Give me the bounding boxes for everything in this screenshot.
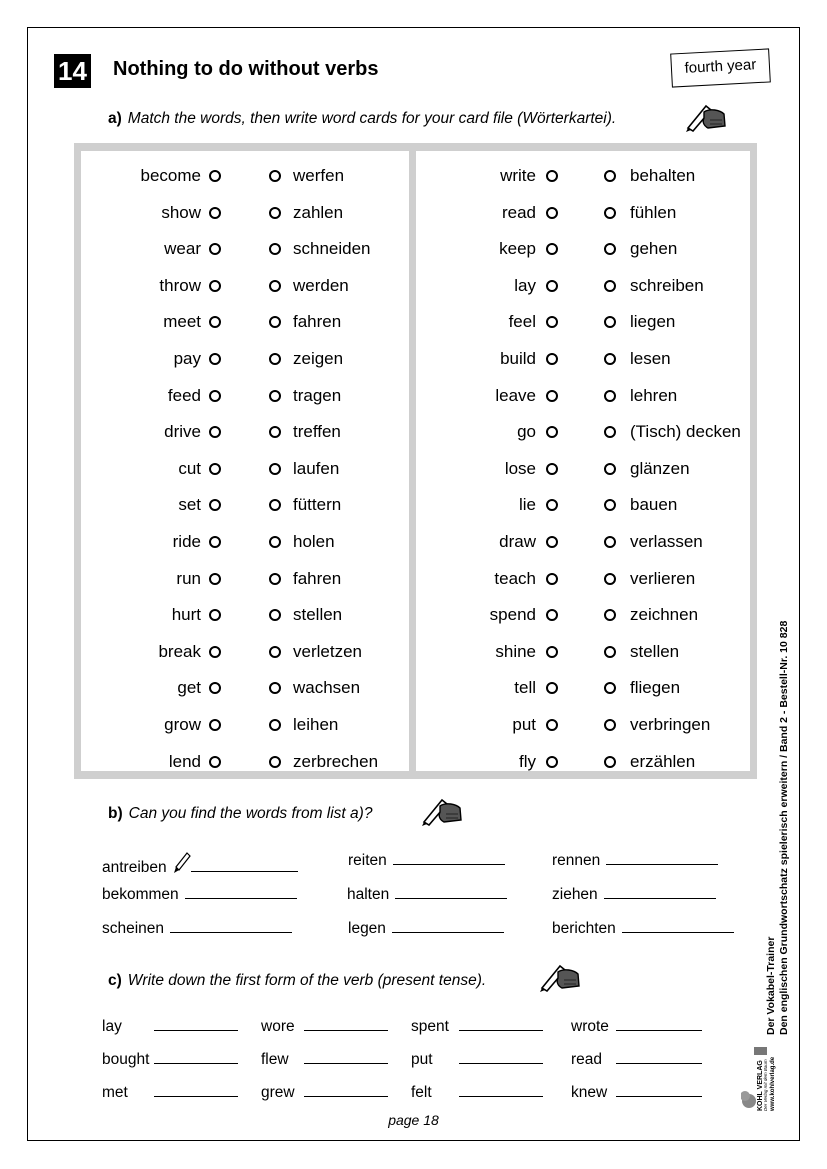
pencil-icon (173, 852, 191, 874)
answer-blank[interactable] (393, 864, 505, 865)
match-dot-german[interactable] (604, 499, 616, 511)
german-word: fahren (293, 568, 342, 588)
match-dot-english[interactable] (209, 756, 221, 768)
past-tense-verb: met (102, 1084, 128, 1101)
match-dot-german[interactable] (269, 756, 281, 768)
english-word: wear (164, 239, 201, 259)
match-dot-english[interactable] (546, 353, 558, 365)
match-row (416, 454, 750, 484)
match-row (81, 490, 409, 520)
match-dot-english[interactable] (546, 207, 558, 219)
german-word: verletzen (293, 641, 362, 661)
german-word: zerbrechen (293, 751, 379, 771)
answer-blank[interactable] (459, 1096, 543, 1097)
english-word: teach (494, 568, 536, 588)
german-word: füttern (293, 495, 342, 515)
answer-item (102, 886, 297, 904)
german-word: glänzen (630, 458, 690, 478)
match-row (81, 564, 409, 594)
german-word: treffen (293, 422, 341, 442)
verb-item (411, 1084, 543, 1102)
page-number: page 18 (388, 1112, 439, 1128)
past-tense-verb: put (411, 1051, 433, 1068)
match-dot-english[interactable] (209, 243, 221, 255)
match-dot-english[interactable] (546, 463, 558, 475)
prompt-word: halten (347, 886, 390, 903)
match-row (81, 381, 409, 411)
german-word: erzählen (630, 751, 696, 771)
match-dot-english[interactable] (546, 499, 558, 511)
instruction-a (108, 110, 616, 128)
match-row (81, 307, 409, 337)
match-row (81, 710, 409, 740)
match-dot-german[interactable] (604, 536, 616, 548)
english-word: become (140, 166, 201, 185)
answer-item (552, 920, 734, 938)
answer-blank[interactable] (392, 932, 504, 933)
verb-item (571, 1018, 702, 1036)
match-dot-english[interactable] (209, 316, 221, 328)
match-row (416, 600, 750, 630)
match-dot-german[interactable] (269, 463, 281, 475)
german-word: fühlen (630, 202, 677, 222)
match-dot-german[interactable] (604, 426, 616, 438)
german-word: schneiden (293, 239, 371, 259)
english-word: set (178, 495, 201, 515)
german-word: zahlen (293, 202, 344, 222)
past-tense-verb: wrote (571, 1018, 609, 1035)
answer-blank[interactable] (622, 932, 734, 933)
match-dot-english[interactable] (546, 316, 558, 328)
match-dot-german[interactable] (604, 719, 616, 731)
answer-blank[interactable] (616, 1096, 702, 1097)
match-dot-german[interactable] (269, 170, 281, 182)
verb-item (411, 1051, 543, 1069)
german-word: zeigen (293, 349, 344, 368)
answer-item (552, 886, 716, 904)
german-word: werfen (293, 166, 345, 185)
answer-blank[interactable] (304, 1030, 388, 1031)
section-letter-c: c) (108, 972, 122, 989)
match-dot-german[interactable] (604, 170, 616, 182)
answer-item (552, 852, 718, 870)
match-row (416, 564, 750, 594)
match-row (81, 747, 409, 777)
writing-hand-icon (684, 98, 728, 132)
past-tense-verb: lay (102, 1018, 122, 1035)
match-dot-english[interactable] (546, 573, 558, 585)
match-row (416, 307, 750, 337)
english-word: show (161, 202, 201, 222)
match-row (416, 234, 750, 264)
match-dot-english[interactable] (209, 170, 221, 182)
english-word: build (500, 349, 536, 368)
match-dot-german[interactable] (269, 316, 281, 328)
english-word: draw (499, 532, 536, 551)
match-dot-german[interactable] (269, 609, 281, 621)
match-dot-english[interactable] (546, 719, 558, 731)
instruction-b-text: Can you find the words from list a)? (128, 805, 373, 822)
page-title: Nothing to do without verbs (113, 58, 379, 80)
match-dot-german[interactable] (269, 243, 281, 255)
match-dot-english[interactable] (546, 390, 558, 402)
sidebar-book-info: Den englischen Grundwortschatz spielerisch erweitern / Band 2 - Bestell-Nr. 10 828 (778, 620, 790, 1035)
german-word: zeichnen (630, 605, 699, 625)
answer-blank[interactable] (459, 1063, 543, 1064)
match-dot-german[interactable] (269, 207, 281, 219)
match-dot-german[interactable] (604, 243, 616, 255)
prompt-word: scheinen (102, 920, 165, 937)
match-dot-german[interactable] (269, 280, 281, 292)
match-dot-german[interactable] (604, 390, 616, 402)
english-word: break (158, 641, 201, 661)
answer-blank[interactable] (154, 1030, 238, 1031)
german-word: schreiben (630, 275, 704, 295)
match-dot-german[interactable] (604, 463, 616, 475)
match-dot-german[interactable] (269, 536, 281, 548)
english-word: lie (518, 495, 536, 515)
match-row (416, 527, 750, 557)
match-dot-english[interactable] (209, 646, 221, 658)
verb-item (261, 1018, 388, 1036)
answer-blank[interactable] (304, 1096, 388, 1097)
match-dot-german[interactable] (269, 426, 281, 438)
english-word: fly (519, 751, 536, 771)
answer-item (348, 920, 504, 938)
match-dot-german[interactable] (604, 207, 616, 219)
verb-item (411, 1018, 543, 1036)
publisher-name: KOHL VERLAG (757, 1060, 764, 1111)
answer-blank[interactable] (191, 871, 298, 872)
german-word: fliegen (630, 678, 681, 698)
instruction-c-text: Write down the first form of the verb (present tense). (127, 972, 487, 989)
prompt-word: reiten (348, 852, 387, 869)
match-dot-german[interactable] (604, 280, 616, 292)
past-tense-verb: felt (411, 1084, 432, 1101)
english-word: drive (164, 422, 201, 442)
verb-item (102, 1084, 238, 1102)
match-dot-english[interactable] (209, 682, 221, 694)
publisher-tagline: Der Verlag mit dem Baum (763, 1059, 768, 1111)
answer-item (347, 886, 507, 904)
match-row (81, 637, 409, 667)
english-word: throw (159, 275, 201, 295)
english-word: feel (508, 312, 536, 332)
german-word: werden (293, 275, 349, 295)
year-label: fourth year (670, 48, 771, 87)
german-word: behalten (630, 166, 696, 185)
match-row (416, 747, 750, 777)
match-row (416, 637, 750, 667)
answer-blank[interactable] (604, 898, 716, 899)
answer-item (102, 852, 298, 877)
english-word: get (177, 678, 201, 698)
match-dot-english[interactable] (209, 499, 221, 511)
english-word: put (512, 715, 536, 734)
german-word: lehren (630, 385, 678, 405)
answer-blank[interactable] (154, 1096, 238, 1097)
english-word: lose (504, 458, 536, 478)
prompt-word: ziehen (552, 886, 598, 903)
match-row (416, 381, 750, 411)
english-word: leave (495, 385, 536, 405)
match-dot-english[interactable] (546, 280, 558, 292)
match-dot-english[interactable] (209, 463, 221, 475)
english-word: spend (489, 605, 536, 625)
prompt-word: antreiben (102, 859, 167, 876)
answer-blank[interactable] (606, 864, 718, 865)
answer-blank[interactable] (154, 1063, 238, 1064)
match-dot-german[interactable] (604, 756, 616, 768)
match-dot-german[interactable] (269, 719, 281, 731)
match-dot-english[interactable] (209, 280, 221, 292)
publisher-website: www.kohlverlag.de (770, 1056, 776, 1111)
answer-blank[interactable] (459, 1030, 543, 1031)
english-word: run (176, 568, 201, 588)
matching-table (74, 143, 757, 779)
match-row (81, 198, 409, 228)
match-row (416, 710, 750, 740)
match-dot-english[interactable] (209, 573, 221, 585)
match-dot-english[interactable] (209, 390, 221, 402)
match-row (416, 161, 750, 191)
past-tense-verb: read (571, 1051, 603, 1068)
match-dot-english[interactable] (546, 609, 558, 621)
match-dot-english[interactable] (209, 536, 221, 548)
match-row (81, 161, 409, 191)
english-word: ride (172, 532, 201, 551)
match-dot-german[interactable] (269, 646, 281, 658)
english-word: pay (173, 349, 201, 368)
german-word: stellen (630, 641, 680, 661)
past-tense-verb: knew (571, 1084, 608, 1101)
section-letter-a: a) (108, 110, 122, 127)
match-row (81, 271, 409, 301)
german-word: liegen (630, 312, 676, 332)
german-word: leihen (293, 715, 339, 734)
german-word: tragen (293, 385, 342, 405)
match-dot-english[interactable] (546, 426, 558, 438)
german-word: lesen (630, 349, 671, 368)
writing-hand-icon (420, 792, 464, 826)
past-tense-verb: flew (261, 1051, 289, 1068)
english-word: tell (514, 678, 536, 698)
match-dot-english[interactable] (209, 353, 221, 365)
english-word: shine (495, 641, 536, 661)
german-word: gehen (630, 239, 678, 259)
prompt-word: rennen (552, 852, 601, 869)
verb-item (102, 1018, 238, 1036)
answer-item (102, 920, 292, 938)
match-row (81, 454, 409, 484)
match-dot-english[interactable] (546, 170, 558, 182)
english-word: hurt (171, 605, 201, 625)
past-tense-verb: spent (411, 1018, 449, 1035)
publisher-logo (741, 1043, 776, 1113)
answer-item (348, 852, 505, 870)
prompt-word: legen (348, 920, 386, 937)
prompt-word: bekommen (102, 886, 179, 903)
instruction-b (108, 805, 372, 823)
match-dot-german[interactable] (604, 682, 616, 694)
match-dot-german[interactable] (604, 609, 616, 621)
german-word: wachsen (293, 678, 361, 698)
match-dot-german[interactable] (604, 646, 616, 658)
match-row (81, 344, 409, 374)
match-row (81, 600, 409, 630)
answer-blank[interactable] (185, 898, 297, 899)
match-dot-german[interactable] (269, 682, 281, 694)
match-dot-english[interactable] (209, 609, 221, 621)
match-dot-german[interactable] (269, 499, 281, 511)
match-row (416, 417, 750, 447)
match-row (81, 673, 409, 703)
sidebar-series-title: Der Vokabel-Trainer (765, 936, 777, 1035)
match-dot-english[interactable] (209, 719, 221, 731)
left-word-column (81, 151, 409, 771)
answer-blank[interactable] (170, 932, 292, 933)
match-dot-english[interactable] (546, 682, 558, 694)
english-word: feed (167, 385, 201, 405)
german-word: holen (293, 532, 335, 551)
match-dot-german[interactable] (604, 573, 616, 585)
english-word: lend (168, 751, 201, 771)
english-word: grow (164, 715, 201, 734)
match-dot-german[interactable] (604, 353, 616, 365)
section-letter-b: b) (108, 805, 123, 822)
german-word: fahren (293, 312, 342, 332)
match-row (416, 271, 750, 301)
answer-blank[interactable] (395, 898, 507, 899)
writing-hand-icon (538, 958, 582, 992)
german-word: verlieren (630, 568, 696, 588)
german-word: bauen (630, 495, 678, 515)
past-tense-verb: grew (261, 1084, 295, 1101)
match-row (416, 490, 750, 520)
german-word: verbringen (630, 715, 711, 734)
german-word: laufen (293, 458, 340, 478)
german-word: (Tisch) decken (630, 422, 741, 442)
match-dot-english[interactable] (209, 207, 221, 219)
german-word: verlassen (630, 532, 703, 551)
verb-item (571, 1051, 702, 1069)
english-word: keep (499, 239, 536, 259)
match-dot-english[interactable] (209, 426, 221, 438)
english-word: read (501, 202, 536, 222)
past-tense-verb: wore (261, 1018, 295, 1035)
unit-number-badge: 14 (54, 54, 91, 88)
english-word: lay (514, 275, 536, 295)
verb-item (571, 1084, 702, 1102)
answer-blank[interactable] (304, 1063, 388, 1064)
match-dot-english[interactable] (546, 756, 558, 768)
right-word-column (416, 151, 750, 771)
match-dot-english[interactable] (546, 243, 558, 255)
match-dot-english[interactable] (546, 646, 558, 658)
match-row (81, 234, 409, 264)
match-dot-english[interactable] (546, 536, 558, 548)
english-word: cut (178, 458, 201, 478)
match-row (416, 198, 750, 228)
english-word: meet (163, 312, 201, 332)
english-word: write (500, 166, 536, 185)
answer-blank[interactable] (616, 1030, 702, 1031)
match-dot-german[interactable] (269, 353, 281, 365)
publisher-sidebar (765, 621, 791, 1035)
instruction-a-text: Match the words, then write word cards for your card file (Wörterkartei). (127, 110, 617, 127)
match-row (416, 344, 750, 374)
instruction-c (108, 972, 486, 990)
match-dot-german[interactable] (604, 316, 616, 328)
match-dot-german[interactable] (269, 390, 281, 402)
english-word: go (517, 422, 536, 442)
prompt-word: berichten (552, 920, 616, 937)
match-row (81, 417, 409, 447)
verb-item (102, 1051, 238, 1069)
match-dot-german[interactable] (269, 573, 281, 585)
german-word: stellen (293, 605, 343, 625)
verb-item (261, 1051, 388, 1069)
answer-blank[interactable] (616, 1063, 702, 1064)
match-row (416, 673, 750, 703)
past-tense-verb: bought (102, 1051, 150, 1068)
match-row (81, 527, 409, 557)
verb-item (261, 1084, 388, 1102)
